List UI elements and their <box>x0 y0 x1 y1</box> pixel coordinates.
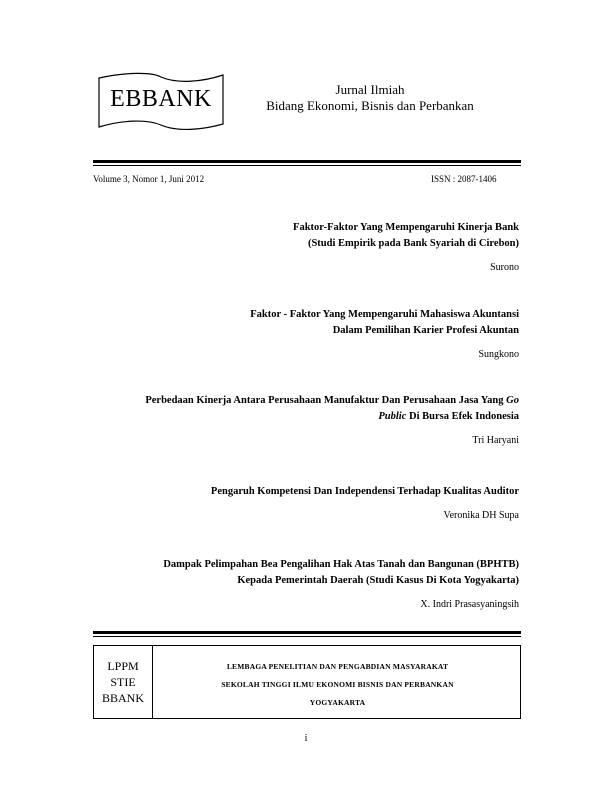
publisher-box <box>93 645 521 719</box>
article-author: X. Indri Prasasyaningsih <box>420 599 519 610</box>
footer-rule-thin <box>93 636 521 637</box>
header-rule-thick <box>93 160 521 163</box>
article-author: Tri Haryani <box>472 435 519 446</box>
article-title[interactable]: Dampak Pelimpahan Bea Pengalihan Hak Atas Tanah dan Bangunan (BPHTB) Kepada Pemerintah Daerah (Studi Kasus Di Kota Yogyakarta) <box>163 559 519 586</box>
header-rule-thin <box>93 165 521 166</box>
article-title[interactable]: Perbedaan Kinerja Antara Perusahaan Manufaktur Dan Perusahaan Jasa Yang Go Public Di Bursa Efek Indonesia <box>145 395 519 422</box>
article-title[interactable]: Faktor - Faktor Yang Mempengaruhi Mahasiswa Akuntansi Dalam Pemilihan Karier Profesi Akuntan <box>250 309 519 336</box>
journal-title-line2: Bidang Ekonomi, Bisnis dan Perbankan <box>266 98 474 113</box>
journal-logo: EBBANK <box>110 86 212 112</box>
volume-info: Volume 3, Nomor 1, Juni 2012 <box>93 174 205 184</box>
institution-name: LEMBAGA PENELITIAN DAN PENGABDIAN MASYARAKAT SEKOLAH TINGGI ILMU EKONOMI BISNIS DAN PERBANKAN YOGYAKARTA <box>221 662 454 707</box>
article-title[interactable]: Faktor-Faktor Yang Mempengaruhi Kinerja Bank (Studi Empirik pada Bank Syariah di Cirebon) <box>293 222 519 249</box>
article-author: Surono <box>490 262 519 273</box>
footer-rule-thick <box>93 631 521 634</box>
lppm-label: LPPM STIE BBANK <box>101 659 144 705</box>
journal-title-line1: Jurnal Ilmiah <box>335 82 405 97</box>
journal-heading <box>260 82 480 114</box>
article-entry <box>89 220 519 273</box>
article-entry <box>89 557 519 610</box>
article-entry <box>89 307 519 360</box>
issn-info: ISSN : 2087-1406 <box>431 174 497 184</box>
article-author: Veronika DH Supa <box>443 510 519 521</box>
article-author: Sungkono <box>478 349 519 360</box>
article-entry <box>89 484 519 521</box>
article-title[interactable]: Pengaruh Kompetensi Dan Independensi Terhadap Kualitas Auditor <box>210 486 519 497</box>
page-number: i <box>304 733 308 744</box>
article-entry <box>89 393 519 446</box>
